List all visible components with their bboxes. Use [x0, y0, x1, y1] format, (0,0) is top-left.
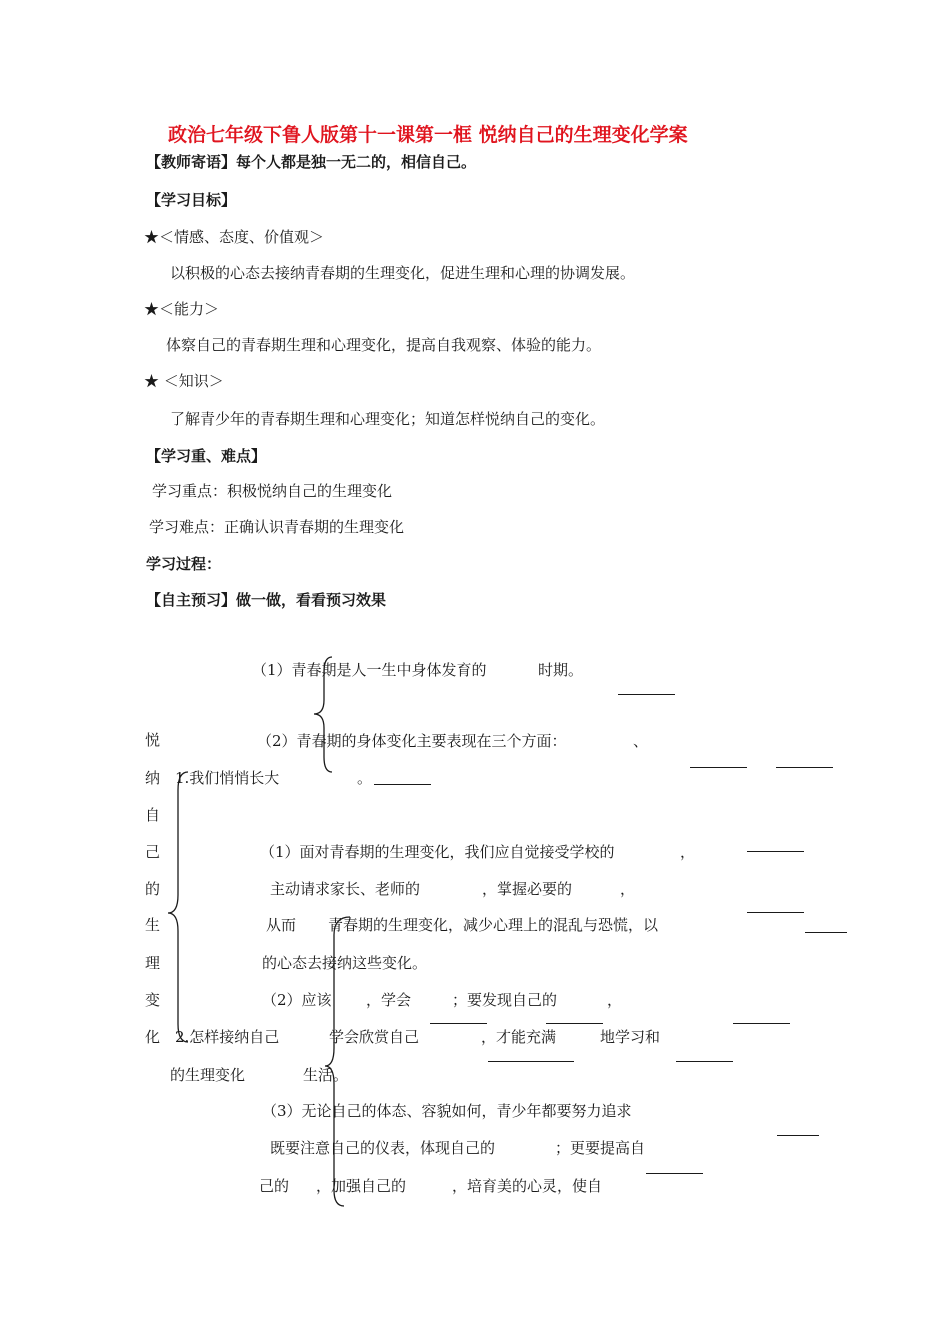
root-char: 己	[145, 843, 161, 861]
answer-blank	[805, 932, 847, 933]
branch1-label: 1.我们悄悄长大	[175, 769, 280, 787]
preview-heading: 【自主预习】做一做，看看预习效果	[146, 591, 387, 609]
root-char: 悦	[145, 731, 161, 749]
root-char: 的	[145, 880, 161, 898]
p1-line1: （1）面对青春期的生理变化，我们应自觉接受学校的	[260, 843, 615, 861]
p2-line2: 学会欣赏自己	[329, 1028, 420, 1046]
branch1-period: 。	[357, 769, 373, 787]
root-char: 生	[145, 916, 161, 934]
key-points-heading: 【学习重、难点】	[146, 447, 267, 465]
answer-blank	[676, 1061, 733, 1062]
p1-line4: 的心态去接纳这些变化。	[262, 954, 428, 972]
answer-blank	[430, 1023, 487, 1024]
knowledge-objective-text: 了解青少年的青春期生理和心理变化；知道怎样悦纳自己的变化。	[170, 410, 606, 428]
answer-blank	[618, 694, 675, 695]
branch1-item1: （1）青春期是人一生中身体发育的	[252, 661, 487, 679]
objectives-heading: 【学习目标】	[146, 191, 237, 209]
branch1-item2: （2）青春期的身体变化主要表现在三个方面：	[257, 732, 567, 750]
process-heading: 学习过程：	[146, 555, 222, 573]
p2-line1-b: ，学会	[366, 991, 412, 1009]
p3-line3: 己的	[259, 1177, 290, 1195]
emotion-objective-text: 以积极的心态去接纳青春期的生理变化，促进生理和心理的协调发展。	[170, 264, 636, 282]
p3-line3-tail: ，培育美的心灵，使自	[452, 1177, 603, 1195]
branch2-label: 2.怎样接纳自己	[175, 1028, 280, 1046]
p3-line2-tail: ；更要提高自	[555, 1139, 646, 1157]
p1-line2-tail: ，	[620, 880, 636, 898]
root-char: 化	[145, 1028, 161, 1046]
answer-blank	[646, 1173, 703, 1174]
p3-line1: （3）无论自己的体态、容貌如何，青少年都要努力追求	[262, 1102, 632, 1120]
root-char: 纳	[145, 769, 161, 787]
p1-line3-mid: 青春期的生理变化，减少心理上的混乱与恐慌，以	[328, 916, 659, 934]
answer-blank	[374, 784, 431, 785]
p3-line2: 既要注意自己的仪表，体现自己的	[270, 1139, 496, 1157]
p2-line1: （2）应该	[262, 991, 332, 1009]
p1-line2-mid: ，掌握必要的	[482, 880, 573, 898]
teacher-message: 【教师寄语】每个人都是独一无二的，相信自己。	[146, 153, 477, 171]
root-char: 理	[145, 954, 161, 972]
p1-line1-tail: ，	[680, 843, 696, 861]
p3-line3-mid: ，加强自己的	[316, 1177, 407, 1195]
emotion-objective-label: ★＜情感、态度、价值观＞	[144, 228, 325, 246]
p2-line1-c: ；要发现自己的	[452, 991, 558, 1009]
branch1-item1-tail: 时期。	[538, 661, 584, 679]
ability-objective-text: 体察自己的青春期生理和心理变化，提高自我观察、体验的能力。	[166, 336, 602, 354]
answer-blank	[733, 1023, 790, 1024]
document-title: 政治七年级下鲁人版第十一课第一框 悦纳自己的生理变化学案	[168, 124, 688, 146]
answer-blank	[747, 912, 804, 913]
answer-blank	[777, 1135, 819, 1136]
p2-line1-d: ，	[607, 991, 623, 1009]
root-char: 自	[145, 806, 161, 824]
key-focus: 学习重点：积极悦纳自己的生理变化	[152, 482, 393, 500]
p2-line3: 生活。	[303, 1066, 349, 1084]
root-char: 变	[145, 991, 161, 1009]
p1-line2: 主动请求家长、老师的	[270, 880, 421, 898]
branch2-label-continued: 的生理变化	[170, 1066, 246, 1084]
answer-blank	[690, 767, 747, 768]
p1-line3: 从而	[266, 916, 297, 934]
root-brace	[168, 772, 188, 1042]
branch1-item2-separator: 、	[633, 732, 649, 750]
answer-blank	[747, 851, 804, 852]
key-difficulty: 学习难点：正确认识青春期的生理变化	[149, 518, 405, 536]
knowledge-objective-label: ★ ＜知识＞	[144, 372, 224, 390]
p2-line2-mid: ，才能充满	[481, 1028, 557, 1046]
p2-line2-tail: 地学习和	[600, 1028, 661, 1046]
ability-objective-label: ★＜能力＞	[144, 300, 220, 318]
answer-blank	[488, 1061, 574, 1062]
answer-blank	[776, 767, 833, 768]
answer-blank	[546, 1023, 603, 1024]
